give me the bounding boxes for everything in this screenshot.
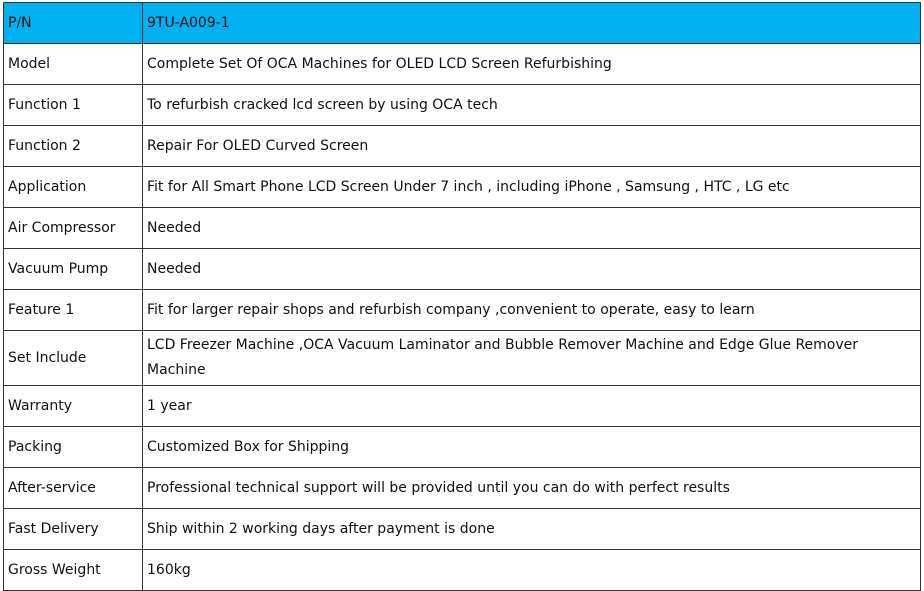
row-value: Complete Set Of OCA Machines for OLED LCD Screen Refurbishing [143, 44, 921, 85]
table-row-pn [4, 3, 921, 44]
row-label: Vacuum Pump [4, 249, 143, 290]
spec-table [3, 2, 921, 591]
table-row-function-1 [4, 85, 921, 126]
row-value: 1 year [143, 386, 921, 427]
row-label: Set Include [4, 331, 143, 386]
row-value: Fit for larger repair shops and refurbish company ,convenient to operate, easy to learn [143, 290, 921, 331]
table-row-packing [4, 427, 921, 468]
table-row-function-2 [4, 126, 921, 167]
table-row-air-compressor [4, 208, 921, 249]
row-label: P/N [4, 3, 143, 44]
row-label: Function 2 [4, 126, 143, 167]
row-label: Warranty [4, 386, 143, 427]
row-label: Model [4, 44, 143, 85]
table-row-vacuum-pump [4, 249, 921, 290]
row-label: Application [4, 167, 143, 208]
row-value: Fit for All Smart Phone LCD Screen Under 7 inch , including iPhone , Samsung , HTC , LG etc [143, 167, 921, 208]
row-label: Fast Delivery [4, 509, 143, 550]
row-label: Air Compressor [4, 208, 143, 249]
row-value: LCD Freezer Machine ,OCA Vacuum Laminator and Bubble Remover Machine and Edge Glue Remover Machine [143, 331, 921, 386]
table-row-feature-1 [4, 290, 921, 331]
table-row-fast-delivery [4, 509, 921, 550]
row-label: Feature 1 [4, 290, 143, 331]
row-value: Needed [143, 249, 921, 290]
table-row-warranty [4, 386, 921, 427]
row-value: Customized Box for Shipping [143, 427, 921, 468]
table-row-after-service [4, 468, 921, 509]
row-value: 160kg [143, 550, 921, 591]
row-label: Gross Weight [4, 550, 143, 591]
row-value: To refurbish cracked lcd screen by using OCA tech [143, 85, 921, 126]
table-row-application [4, 167, 921, 208]
table-row-model [4, 44, 921, 85]
row-label: After-service [4, 468, 143, 509]
table-row-gross-weight [4, 550, 921, 591]
row-value: Professional technical support will be provided until you can do with perfect results [143, 468, 921, 509]
row-label: Packing [4, 427, 143, 468]
table-row-set-include [4, 331, 921, 386]
row-label: Function 1 [4, 85, 143, 126]
row-value: 9TU-A009-1 [143, 3, 921, 44]
row-value: Ship within 2 working days after payment is done [143, 509, 921, 550]
row-value: Needed [143, 208, 921, 249]
row-value: Repair For OLED Curved Screen [143, 126, 921, 167]
